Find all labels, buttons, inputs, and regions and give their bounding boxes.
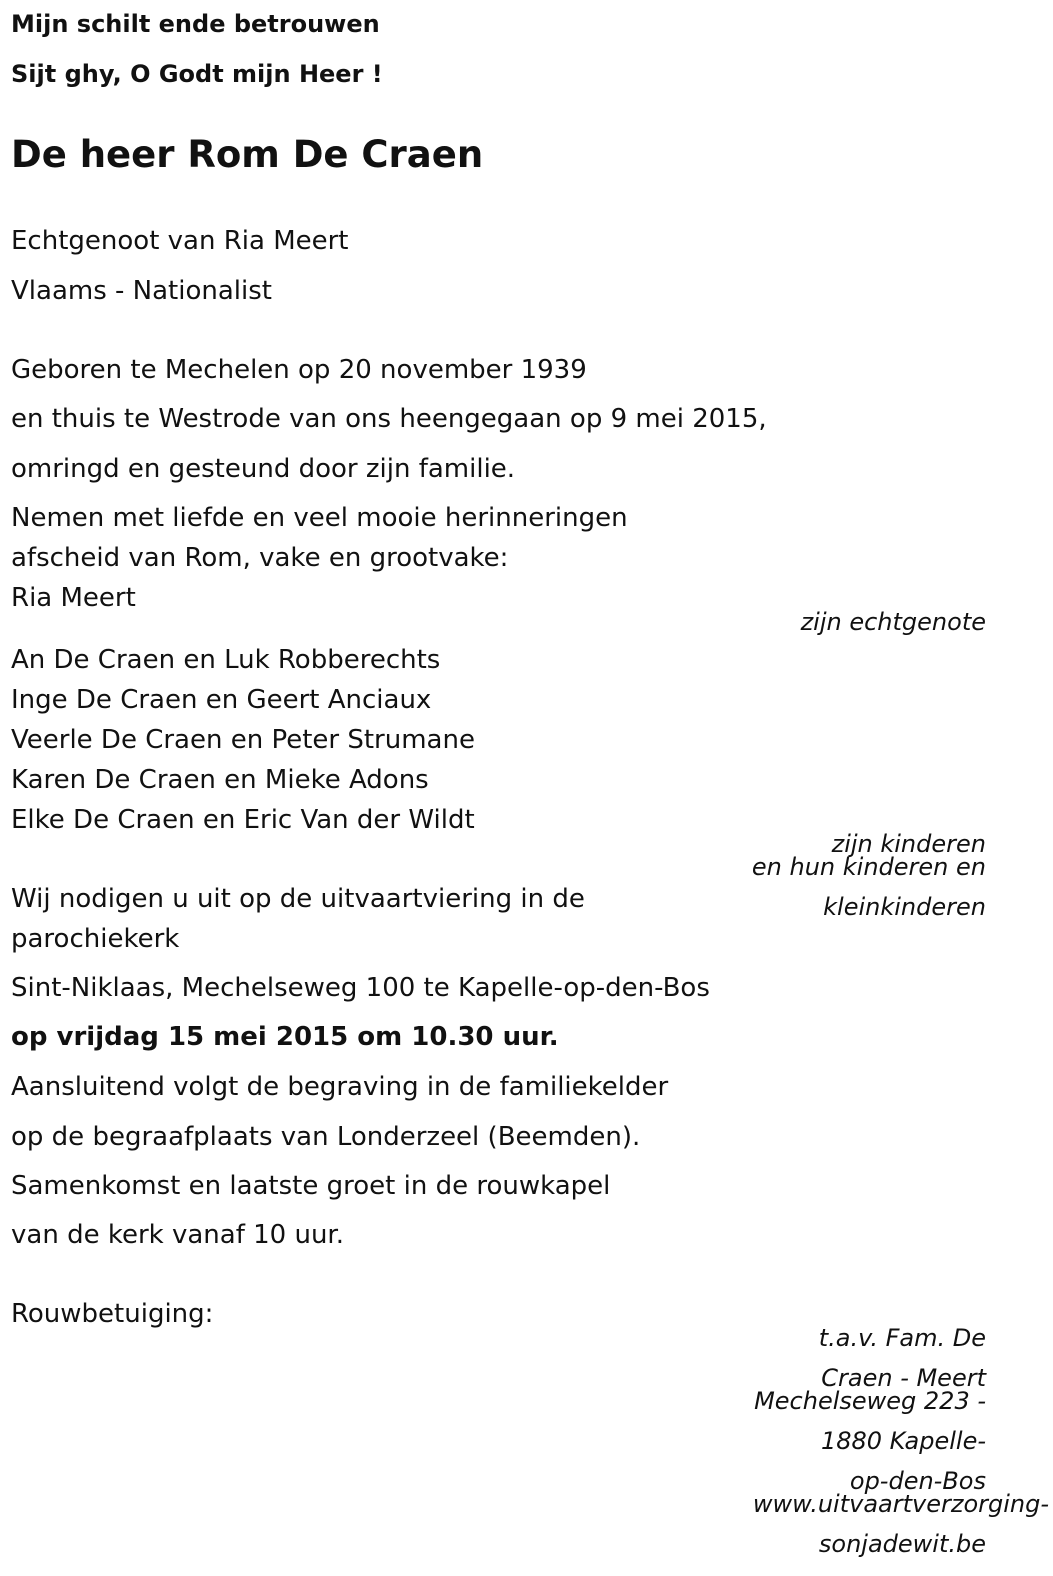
child-line: Elke De Craen en Eric Van der Wildt: [11, 805, 475, 835]
condolences-address-3: Mechelseweg 223 -: [754, 1387, 986, 1415]
condolences-address-1: t.a.v. Fam. De: [818, 1324, 986, 1352]
spouse-line: Echtgenoot van Ria Meert: [11, 226, 349, 256]
service-datetime: op vrijdag 15 mei 2015 om 10.30 uur.: [11, 1022, 559, 1052]
condolences-address-2: Craen - Meert: [821, 1364, 986, 1392]
burial-line-1: Aansluitend volgt de begraving in de familiekelder: [11, 1072, 669, 1102]
condolences-label: Rouwbetuiging:: [11, 1299, 214, 1329]
condolences-website-2[interactable]: sonjadewit.be: [818, 1530, 986, 1558]
child-line: Inge De Craen en Geert Anciaux: [11, 685, 432, 715]
burial-line-2: op de begraafplaats van Londerzeel (Beemden).: [11, 1122, 641, 1152]
spouse-name: Ria Meert: [11, 583, 136, 613]
invite-line-1: Wij nodigen u uit op de uitvaartviering in de: [11, 884, 585, 914]
condolences-website-1[interactable]: www.uitvaartverzorging-: [752, 1490, 1049, 1518]
grandchildren-role-1: en hun kinderen en: [751, 853, 986, 881]
child-line: Karen De Craen en Mieke Adons: [11, 765, 429, 795]
child-line: An De Craen en Luk Robberechts: [11, 645, 441, 675]
child-line: Veerle De Craen en Peter Strumane: [11, 725, 475, 755]
surrounded-line: omringd en gesteund door zijn familie.: [11, 454, 516, 484]
deceased-name: De heer Rom De Craen: [11, 133, 484, 176]
farewell-line-1: Nemen met liefde en veel mooie herinneringen: [11, 503, 628, 533]
farewell-line-2: afscheid van Rom, vake en grootvake:: [11, 543, 509, 573]
children-role: zijn kinderen: [831, 830, 986, 858]
gathering-line-1: Samenkomst en laatste groet in de rouwkapel: [11, 1171, 611, 1201]
spouse-role: zijn echtgenote: [800, 608, 986, 636]
affiliation-line: Vlaams - Nationalist: [11, 276, 272, 306]
died-line: en thuis te Westrode van ons heengegaan op 9 mei 2015,: [11, 404, 767, 434]
church-line: Sint-Niklaas, Mechelseweg 100 te Kapelle-op-den-Bos: [11, 973, 710, 1003]
condolences-address-5: op-den-Bos: [849, 1467, 986, 1495]
invite-line-2: parochiekerk: [11, 924, 180, 954]
gathering-line-2: van de kerk vanaf 10 uur.: [11, 1220, 344, 1250]
born-line: Geboren te Mechelen op 20 november 1939: [11, 355, 587, 385]
motto-line-1: Mijn schilt ende betrouwen: [11, 10, 380, 38]
condolences-address-4: 1880 Kapelle-: [820, 1427, 986, 1455]
motto-line-2: Sijt ghy, O Godt mijn Heer !: [11, 60, 383, 88]
grandchildren-role-2: kleinkinderen: [823, 893, 986, 921]
